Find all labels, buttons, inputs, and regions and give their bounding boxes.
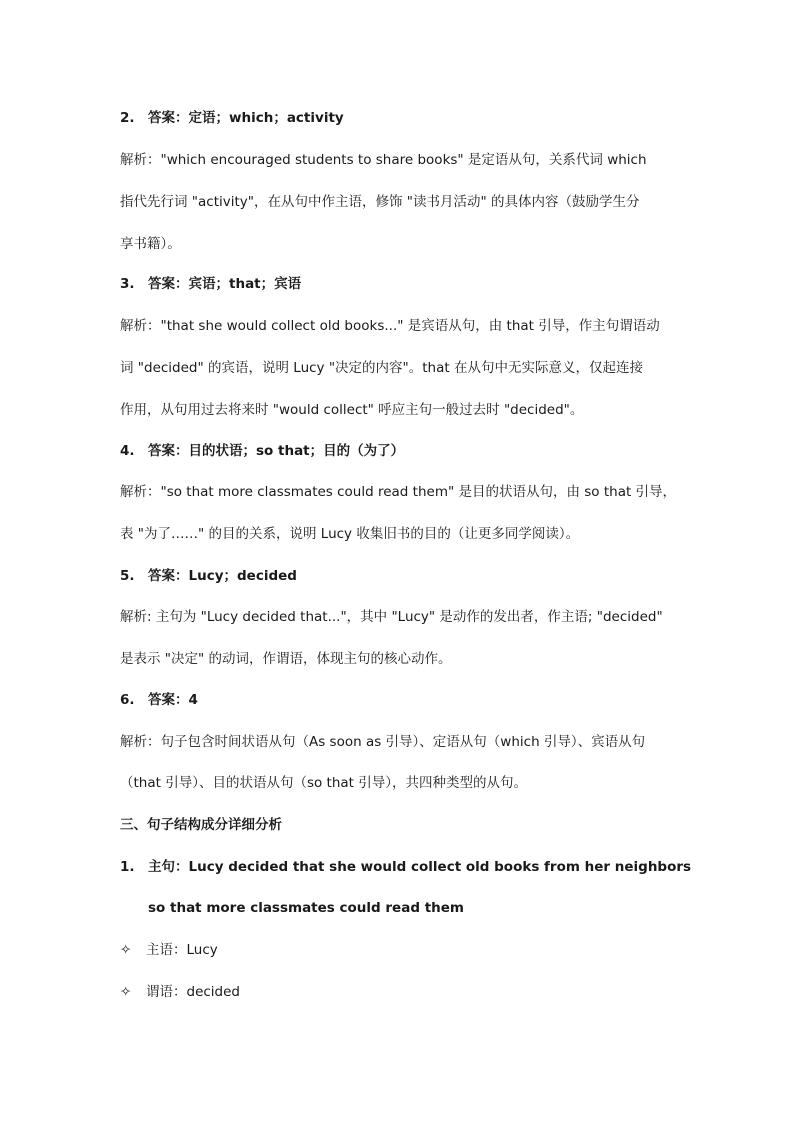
answer-heading	[120, 566, 297, 586]
section-heading: 三、句子结构成分详细分析	[120, 817, 282, 833]
answer-text: 答案：Lucy；decided	[148, 568, 297, 584]
item-number: 2.	[120, 110, 135, 126]
answer-heading	[120, 690, 198, 710]
analysis-line: 表 "为了……" 的目的关系，说明 Lucy 收集旧书的目的（让更多同学阅读）。	[120, 526, 580, 542]
analysis-line: 解析: 主句为 "Lucy decided that..."，其中 "Lucy" 是动作的发出者，作主语; "decided"	[120, 609, 663, 625]
answer-heading	[120, 274, 301, 294]
item-number: 3.	[120, 276, 135, 292]
structure-title-continued: so that more classmates could read them	[148, 900, 464, 916]
answer-text: 答案：目的状语；so that；目的（为了）	[148, 443, 405, 459]
analysis-line: 词 "decided" 的宾语，说明 Lucy "决定的内容"。that 在从句中无实际意义，仅起连接	[120, 360, 643, 376]
bullet-item	[120, 982, 240, 1002]
analysis-line: 解析："so that more classmates could read them" 是目的状语从句，由 so that 引导，	[120, 484, 677, 500]
analysis-line: 解析："which encouraged students to share books" 是定语从句，关系代词 which	[120, 152, 647, 168]
answer-text: 答案：定语；which；activity	[148, 110, 344, 126]
item-number: 6.	[120, 692, 135, 708]
analysis-line: 解析："that she would collect old books..." 是宾语从句，由 that 引导，作主句谓语动	[120, 318, 660, 334]
item-number: 4.	[120, 443, 135, 459]
star-bullet-icon: ✧	[120, 984, 132, 1000]
bullet-text: 主语：Lucy	[146, 942, 218, 958]
analysis-line: 是表示 "决定" 的动词，作谓语，体现主句的核心动作。	[120, 651, 452, 667]
bullet-item	[120, 940, 218, 960]
bullet-text: 谓语：decided	[146, 984, 240, 1000]
structure-heading	[120, 857, 691, 877]
analysis-line: （that 引导）、目的状语从句（so that 引导），共四种类型的从句。	[120, 775, 527, 791]
item-number: 5.	[120, 568, 135, 584]
answer-text: 答案：宾语；that；宾语	[148, 276, 302, 292]
star-bullet-icon: ✧	[120, 942, 132, 958]
item-number: 1.	[120, 859, 135, 875]
answer-heading	[120, 441, 404, 461]
structure-title: 主句：Lucy decided that she would collect old books from her neighbors	[148, 859, 692, 875]
analysis-line: 享书籍）。	[120, 236, 181, 252]
analysis-line: 作用，从句用过去将来时 "would collect" 呼应主句一般过去时 "decided"。	[120, 402, 584, 418]
answer-text: 答案：4	[148, 692, 198, 708]
answer-heading	[120, 108, 344, 128]
analysis-line: 解析：句子包含时间状语从句（As soon as 引导）、定语从句（which 引导）、宾语从句	[120, 734, 646, 750]
analysis-line: 指代先行词 "activity"，在从句中作主语，修饰 "读书月活动" 的具体内容（鼓励学生分	[120, 194, 640, 210]
